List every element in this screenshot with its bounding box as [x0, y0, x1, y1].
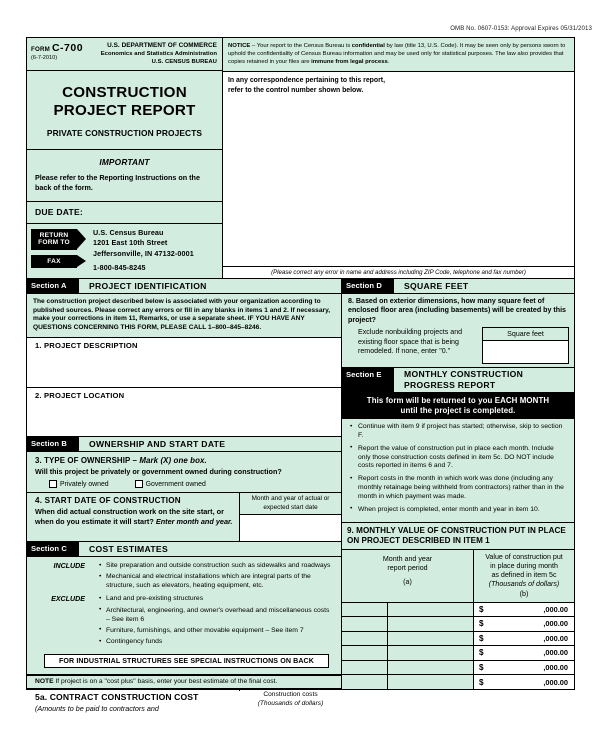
section-e-name-line2: PROGRESS REPORT	[404, 379, 496, 390]
due-date-label: DUE DATE:	[35, 206, 83, 217]
project-location-label: 2. PROJECT LOCATION	[35, 390, 125, 400]
correspondence-line-2: refer to the control number shown below.	[228, 86, 364, 94]
form-number-value: C-700	[51, 42, 84, 54]
month-input[interactable]	[342, 675, 388, 689]
col-b-line3: as defined in item 5c	[491, 571, 557, 580]
table-row	[342, 617, 574, 631]
month-input[interactable]	[342, 661, 388, 674]
fax-label: FAX	[47, 257, 61, 265]
list-item: • Architectural, engineering, and owner's overhead and miscellaneous costs – See item 6	[100, 607, 335, 625]
census-form-c700	[26, 37, 575, 713]
item5a-heading: 5a. CONTRACT CONSTRUCTION COST	[35, 692, 199, 702]
section-e-banner-line2: until the project is completed.	[400, 405, 516, 415]
month-input[interactable]	[342, 603, 388, 616]
item4-date-entry	[239, 493, 341, 540]
form-subtitle: PRIVATE CONSTRUCTION PROJECTS	[46, 128, 203, 139]
item8-entry-row	[342, 327, 574, 368]
form-identification-block	[27, 38, 222, 71]
section-c-header	[27, 542, 341, 557]
col-a-line2: report period	[387, 563, 428, 572]
exclude-list-cell	[90, 594, 336, 650]
year-input[interactable]	[388, 675, 474, 689]
section-a-tag: Section A	[27, 279, 79, 293]
value-input[interactable]	[474, 646, 574, 659]
item3-question: Will this project be privately or government owned during construction?	[35, 467, 282, 477]
currency-symbol: $	[479, 633, 484, 643]
agency-department: U.S. DEPARTMENT OF COMMERCE	[107, 42, 217, 49]
note-body: If project is on a "cost plus" basis, enter your best estimate of the final cost.	[55, 677, 278, 685]
month-input[interactable]	[342, 617, 388, 630]
square-feet-entry	[482, 327, 574, 364]
form-title	[31, 84, 218, 120]
section-a-instructions: The construction project described below is associated with your organization according to published sources. Please correct any errors or fill in any blanks in items 1 and 2. If necessary, make your corrections in item 11, Remarks, or use a separate sheet. IF YOU HAVE ANY QUESTIONS CONCERNING THIS FORM, PLEASE CALL 1–800–845–8246.	[27, 294, 341, 338]
cost-plus-note	[27, 675, 341, 689]
note-label: NOTE	[35, 677, 54, 685]
square-feet-label: Square feet	[482, 327, 569, 340]
item3-type-of-ownership	[27, 452, 341, 493]
agency-administration: Economics and Statistics Administration	[100, 50, 217, 57]
notice-lead: NOTICE	[228, 43, 251, 49]
section-b-tag: Section B	[27, 437, 79, 451]
item4-text	[27, 493, 239, 540]
confidentiality-notice	[223, 38, 574, 72]
square-feet-input[interactable]	[482, 340, 569, 364]
exclude-label: EXCLUDE	[51, 595, 85, 604]
list-item: • Report costs in the month in which work was done (including any monthly retainage being withheld from contractors) rather than in the month in which payment was made.	[350, 475, 568, 501]
col-b-line2: in place during month	[490, 561, 558, 570]
item5a-cost-column-caption	[239, 689, 341, 707]
include-list	[91, 562, 335, 591]
due-date-field[interactable]	[27, 202, 222, 224]
list-item: • Site preparation and outside construction such as sidewalks and roadways	[100, 562, 335, 571]
item5a-subtext: (Amounts to be paid to contractors and	[35, 704, 159, 713]
header-left-column	[27, 38, 223, 278]
list-item: • Report the value of construction put in place each month. Include only those construction costs defined in item 5c. DO NOT include costs reported in items 6 and 7.	[350, 445, 568, 471]
year-input[interactable]	[388, 661, 474, 674]
col-b-line4: (Thousands of dollars)	[488, 580, 560, 589]
checkbox-government-owned[interactable]	[135, 480, 206, 488]
item3-mark-instruction: Mark (X) one box.	[139, 456, 207, 466]
notice-body-3: .	[387, 59, 390, 66]
form-body	[27, 279, 574, 713]
list-item: • Land and pre-existing structures	[100, 595, 335, 604]
column-header-value	[474, 550, 574, 602]
item8-exclude-note: Exclude nonbuilding projects and existing floor space that is being remodeled. If none, enter "0."	[358, 328, 463, 356]
return-address-block	[27, 224, 222, 278]
table-row	[342, 632, 574, 646]
checkbox-privately-owned-label: Privately owned	[60, 480, 109, 488]
include-row	[32, 561, 336, 594]
fax-arrow-icon	[31, 255, 77, 268]
col-a-line1: Month and year	[382, 554, 433, 563]
checkbox-government-owned-label: Government owned	[145, 480, 206, 488]
section-d-name: SQUARE FEET	[404, 280, 469, 291]
exclude-list	[91, 595, 335, 647]
section-d-header	[342, 279, 574, 294]
form-title-line1: CONSTRUCTION	[62, 83, 187, 101]
year-input[interactable]	[388, 617, 474, 630]
year-input[interactable]	[388, 632, 474, 645]
important-body: Please refer to the Reporting Instructions on the back of the form.	[35, 173, 200, 193]
address-correction-note: (Please correct any error in name and address including ZIP Code, telephone and fax number)	[223, 266, 574, 278]
form-title-block	[27, 71, 222, 151]
currency-symbol: $	[479, 677, 484, 687]
table-row	[342, 603, 574, 617]
project-description-field[interactable]	[27, 338, 341, 388]
include-label: INCLUDE	[53, 562, 85, 570]
section-a-name: PROJECT IDENTIFICATION	[89, 280, 207, 291]
section-c-include-exclude	[27, 557, 341, 675]
section-e-tag: Section E	[342, 368, 394, 392]
address-line-2: 1201 East 10th Street	[93, 238, 168, 248]
project-location-field[interactable]	[27, 388, 341, 437]
return-arrows	[31, 228, 87, 274]
notice-bold-2: immune from legal process	[311, 59, 388, 66]
col-a-letter: (a)	[403, 578, 412, 587]
list-item: • When project is completed, enter month and year in item 10.	[350, 506, 568, 515]
currency-symbol: $	[479, 662, 484, 672]
value-input[interactable]	[474, 603, 574, 616]
value-suffix: ,000.00	[543, 648, 568, 658]
notice-bold-1: confidential	[351, 43, 385, 49]
notice-body-1: – Your report to the Census Bureau is	[250, 43, 352, 49]
checkbox-square-icon[interactable]	[49, 480, 57, 488]
section-e-instructions	[342, 419, 574, 522]
value-input[interactable]	[474, 617, 574, 630]
value-suffix: ,000.00	[543, 662, 568, 672]
table-row	[342, 675, 574, 689]
include-exclude-table	[32, 561, 336, 651]
item4-field-caption: Month and year of actual or expected start date	[240, 493, 341, 514]
exclude-row	[32, 594, 336, 650]
value-suffix: ,000.00	[543, 605, 568, 615]
item4-start-date	[27, 493, 341, 541]
col-b-letter: (b)	[519, 589, 529, 598]
return-label-line1: RETURN	[39, 232, 69, 240]
important-notice-block	[27, 150, 222, 201]
project-description-label: 1. PROJECT DESCRIPTION	[35, 340, 138, 350]
list-item: • Furniture, furnishings, and other movable equipment – See item 7	[100, 627, 335, 636]
section-e-banner	[342, 393, 574, 419]
form-number-group	[31, 42, 93, 67]
form-number	[31, 42, 93, 54]
form-revision-date: (6-7-2010)	[31, 55, 58, 61]
column-header-month-year	[342, 550, 474, 602]
section-e-name-line1: MONTHLY CONSTRUCTION	[404, 369, 524, 380]
form-header-band	[27, 38, 574, 279]
important-heading: IMPORTANT	[99, 157, 150, 168]
item4-body-text: When did actual construction work on the site start, or when do you estimate it will start?	[35, 507, 224, 526]
value-input[interactable]	[474, 675, 574, 689]
value-suffix: ,000.00	[543, 677, 568, 687]
agency-bureau: U.S. CENSUS BUREAU	[151, 58, 217, 65]
currency-symbol: $	[479, 605, 484, 615]
section-c-tag: Section C	[27, 542, 79, 556]
industrial-structures-note: FOR INDUSTRIAL STRUCTURES SEE SPECIAL INSTRUCTIONS ON BACK	[44, 654, 329, 668]
list-item: • Contingency funds	[100, 638, 335, 647]
year-input[interactable]	[388, 603, 474, 616]
table-header-row	[342, 550, 574, 603]
item3-heading	[35, 456, 335, 465]
month-input[interactable]	[342, 632, 388, 645]
value-input[interactable]	[474, 661, 574, 674]
notice-body-2: by law (title 13, U.S. Code). It may be seen only by persons sworn to uphold the confidentiality of Census Bureau information and may be used only for statistical purposes. The law also provides that copies retained in your files are	[228, 43, 566, 66]
form-title-line2: PROJECT REPORT	[53, 101, 196, 119]
section-b-header	[27, 437, 341, 452]
item4-body	[35, 507, 234, 526]
currency-symbol: $	[479, 619, 484, 629]
return-label-line2: FORM TO	[38, 239, 70, 247]
return-address-lines	[87, 228, 218, 274]
section-e-name	[394, 368, 523, 392]
address-line-1: U.S. Census Bureau	[93, 227, 164, 237]
checkbox-privately-owned[interactable]	[49, 480, 109, 488]
section-b-name: OWNERSHIP AND START DATE	[89, 439, 226, 449]
value-suffix: ,000.00	[543, 619, 568, 629]
include-list-cell	[90, 561, 336, 594]
right-column	[342, 279, 574, 689]
correspondence-line-1: In any correspondence pertaining to this report,	[228, 77, 385, 85]
section-e-bullet-list	[350, 423, 568, 514]
correspondence-instruction	[223, 72, 574, 98]
item8-question: 8. Based on exterior dimensions, how many square feet of enclosed floor area (including basements) will be created by this project?	[342, 294, 574, 327]
name-and-address-field[interactable]	[223, 98, 574, 266]
left-column	[27, 279, 342, 713]
list-item: • Continue with item 9 if project has started; otherwise, skip to section F.	[350, 423, 568, 441]
section-c-name: COST ESTIMATES	[89, 543, 169, 554]
item3-checkbox-row	[35, 480, 335, 488]
form-label: FORM	[31, 46, 51, 53]
currency-symbol: $	[479, 648, 484, 658]
return-form-to-arrow-icon	[31, 229, 77, 250]
year-input[interactable]	[388, 646, 474, 659]
table-row	[342, 646, 574, 660]
month-input[interactable]	[342, 646, 388, 659]
section-a-header	[27, 279, 341, 294]
header-right-column	[223, 38, 574, 278]
list-item: • Mechanical and electrical installations which are integral parts of the structure, such as elevators, heating equipment, etc.	[100, 573, 335, 591]
item5a-text	[27, 689, 239, 713]
omb-approval-text: OMB No. 0607-0153: Approval Expires 05/31/2013	[450, 25, 592, 32]
address-line-3: Jeffersonville, IN 47132-0001	[93, 248, 194, 258]
section-e-header	[342, 368, 574, 393]
monthly-value-table	[342, 550, 574, 689]
checkbox-square-icon[interactable]	[135, 480, 143, 488]
section-d-tag: Section D	[342, 279, 394, 293]
col-b-line1: Value of construction put	[485, 552, 563, 561]
table-row	[342, 661, 574, 675]
item5a-col-line1: Construction costs	[263, 691, 318, 698]
item4-body-italic: Enter month and year.	[155, 516, 233, 526]
section-e-banner-line1: This form will be returned to you EACH MONTH	[366, 395, 550, 405]
agency-block	[93, 42, 217, 67]
item5a-col-line2: (Thousands of dollars)	[257, 699, 324, 707]
value-suffix: ,000.00	[543, 633, 568, 643]
item3-heading-text: 3. TYPE OF OWNERSHIP –	[35, 456, 140, 466]
item4-date-input[interactable]	[240, 515, 341, 541]
value-input[interactable]	[474, 632, 574, 645]
item9-heading: 9. MONTHLY VALUE OF CONSTRUCTION PUT IN PLACE ON PROJECT DESCRIBED IN ITEM 1	[342, 523, 574, 550]
fax-number: 1-800-845-8245	[93, 263, 146, 273]
item4-heading: 4. START DATE OF CONSTRUCTION	[35, 496, 181, 506]
